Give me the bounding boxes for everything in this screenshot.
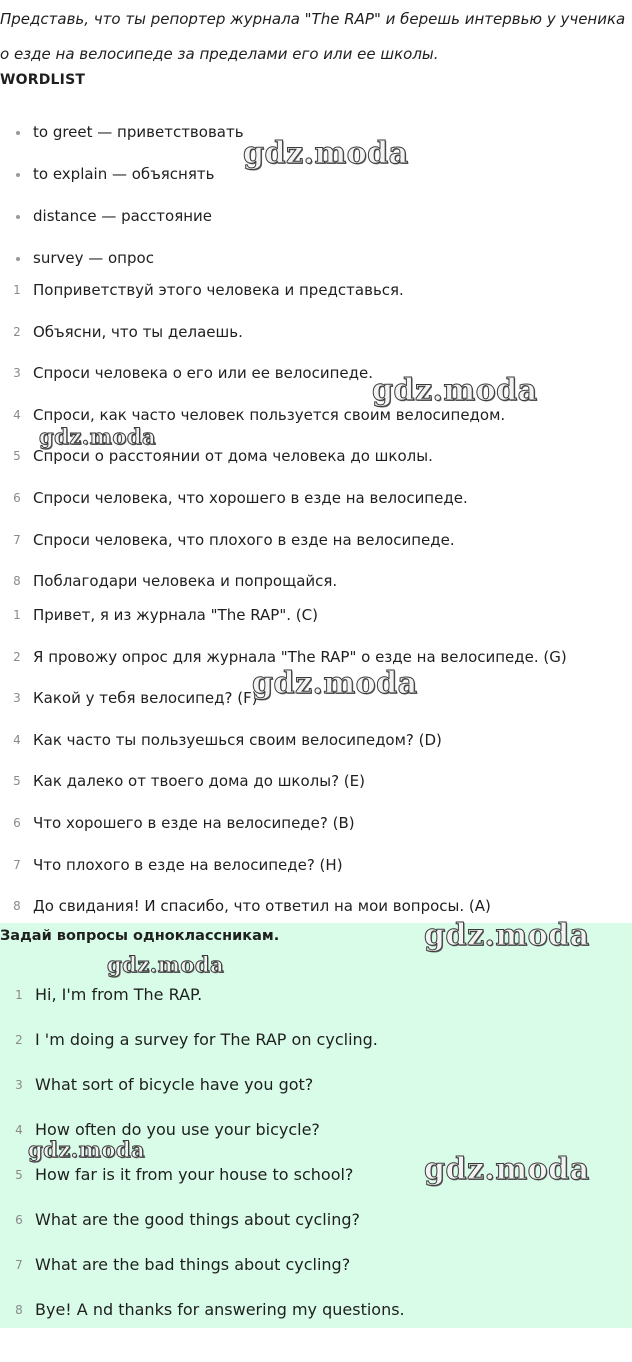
item-text: Спроси человека, что хорошего в езде на велосипеде. xyxy=(33,488,468,507)
task-intro xyxy=(0,2,630,72)
item-text: Какой у тебя велосипед? (F) xyxy=(33,689,258,708)
item-text: Привет, я из журнала "The RAP". (C) xyxy=(33,606,318,624)
watermark: gdz.moda xyxy=(424,1152,590,1187)
item-number: 2 xyxy=(15,1033,23,1047)
wordlist xyxy=(0,118,244,286)
item-text: How often do you use your bicycle? xyxy=(35,1120,320,1139)
item-number: 1 xyxy=(15,988,23,1002)
watermark: gdz.moda xyxy=(28,1137,146,1162)
item-number: 2 xyxy=(13,649,21,664)
item-text: До свидания! И спасибо, что ответил на мои вопросы. (A) xyxy=(33,897,491,916)
item-text: Hi, I'm from The RAP. xyxy=(35,985,203,1004)
item-text: Bye! A nd thanks for answering my questions. xyxy=(35,1300,405,1319)
item-text: Объясни, что ты делаешь. xyxy=(33,322,243,341)
watermark: gdz.moda xyxy=(372,373,538,408)
item-text: Как часто ты пользуешься своим велосипедом? (D) xyxy=(33,730,442,749)
intro-line-2: о езде на велосипеде за пределами его или ее школы. xyxy=(0,45,439,63)
watermark: gdz.moda xyxy=(39,424,157,449)
item-text: Как далеко от твоего дома до школы? (E) xyxy=(33,772,365,791)
item-text: Что плохого в езде на велосипеде? (H) xyxy=(33,855,343,874)
item-number: 7 xyxy=(15,1258,23,1272)
item-text: Спроси человека, что плохого в езде на велосипеде. xyxy=(33,530,455,549)
item-text: What sort of bicycle have you got? xyxy=(35,1075,314,1094)
item-number: 8 xyxy=(13,899,21,914)
item-number: 5 xyxy=(15,1168,23,1182)
item-number: 1 xyxy=(13,283,21,297)
wordlist-item: to explain — объяснять xyxy=(0,160,244,202)
item-number: 3 xyxy=(15,1078,23,1092)
item-number: 5 xyxy=(13,774,21,789)
classmates-title: Задай вопросы одноклассникам. xyxy=(0,928,280,944)
item-text: Спроси, как часто человек пользуется своим велосипедом. xyxy=(33,405,506,424)
watermark: gdz.moda xyxy=(243,136,409,171)
item-number: 7 xyxy=(13,532,21,547)
wordlist-item: to greet — приветствовать xyxy=(0,118,244,160)
item-number: 4 xyxy=(13,732,21,747)
item-number: 6 xyxy=(13,490,21,505)
wordlist-title: WORDLIST xyxy=(0,72,86,88)
item-number: 3 xyxy=(13,691,21,706)
item-number: 4 xyxy=(15,1123,23,1137)
item-number: 3 xyxy=(13,366,21,381)
item-text: What are the bad things about cycling? xyxy=(35,1255,351,1274)
wordlist-item: distance — расстояние xyxy=(0,202,244,244)
item-text: Что хорошего в езде на велосипеде? (B) xyxy=(33,813,355,832)
item-number: 6 xyxy=(13,815,21,830)
item-number: 5 xyxy=(13,449,21,464)
item-number: 6 xyxy=(15,1213,23,1227)
item-text: I 'm doing a survey for The RAP on cycling. xyxy=(35,1030,378,1049)
item-number: 7 xyxy=(13,857,21,872)
item-number: 2 xyxy=(13,324,21,339)
watermark: gdz.moda xyxy=(252,666,418,701)
watermark: gdz.moda xyxy=(107,952,225,977)
item-number: 8 xyxy=(13,574,21,589)
item-number: 4 xyxy=(13,407,21,422)
item-text: Поблагодари человека и попрощайся. xyxy=(33,572,338,591)
item-text: What are the good things about cycling? xyxy=(35,1210,360,1229)
item-text: Спроси о расстоянии от дома человека до школы. xyxy=(33,447,433,466)
item-text: Спроси человека о его или ее велосипеде. xyxy=(33,364,373,383)
watermark: gdz.moda xyxy=(424,918,590,953)
item-number: 1 xyxy=(13,608,21,622)
intro-line-1: Представь, что ты репортер журнала "The RAP" и берешь интервью у ученика xyxy=(0,10,626,28)
item-number: 8 xyxy=(15,1303,23,1317)
item-text: How far is it from your house to school? xyxy=(35,1165,354,1184)
wordlist-item: survey — опрос xyxy=(0,244,244,286)
item-text: Поприветствуй этого человека и представься. xyxy=(33,281,404,299)
item-text: Я провожу опрос для журнала "The RAP" о езде на велосипеде. (G) xyxy=(33,647,567,666)
